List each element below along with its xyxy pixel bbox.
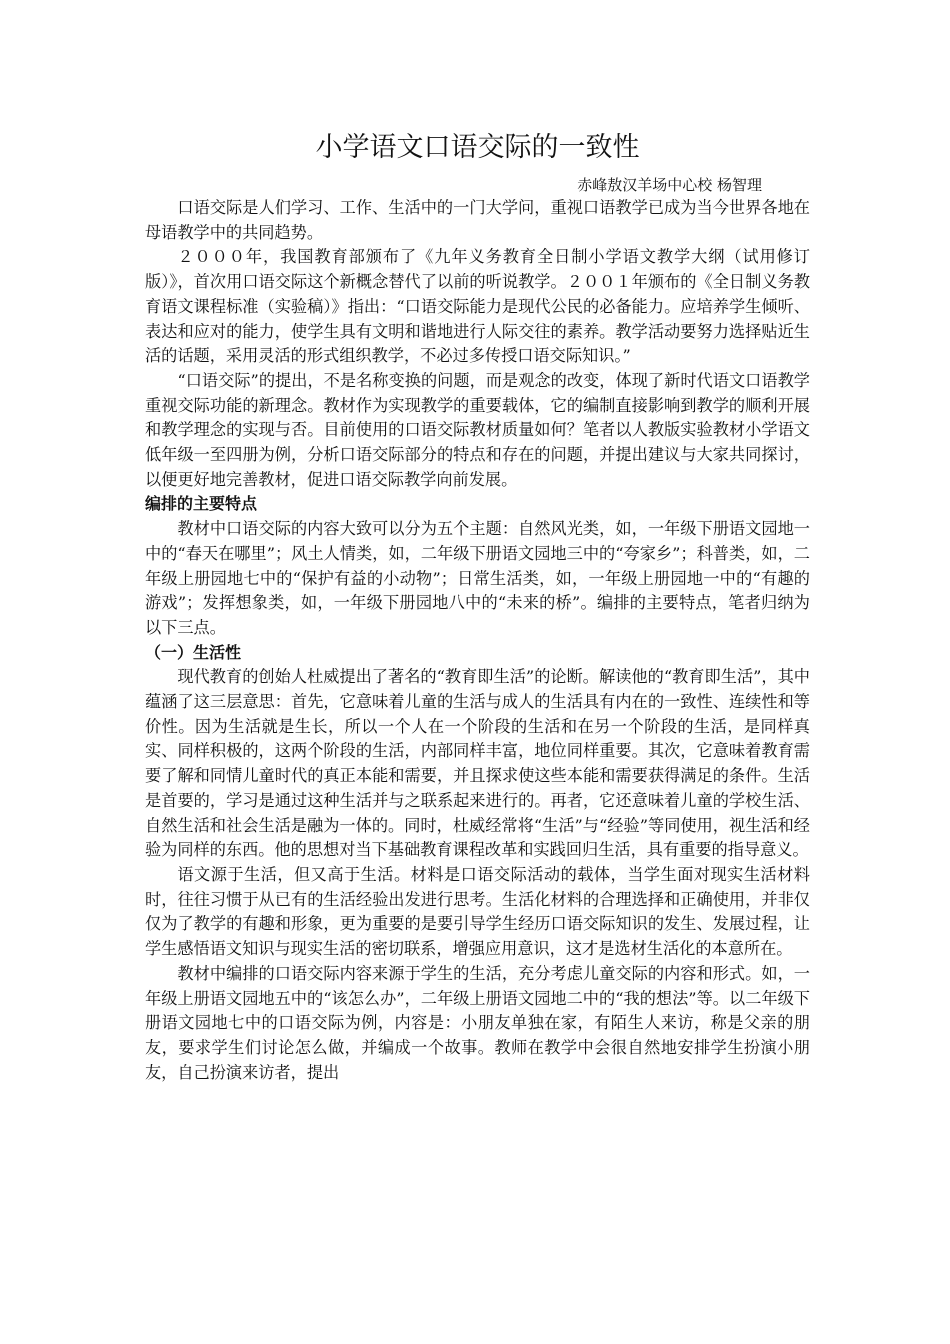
paragraph-concept: “口语交际”的提出，不是名称变换的问题，而是观念的改变，体现了新时代语文口语教学重视交际功能的新理念。教材作为实现教学的重要载体，它的编制直接影响到教学的顺利开展和教学理念的实现与否。目前使用的口语交际教材质量如何？笔者以人教版实验教材小学语文低年级一至四册为例，分析口语交际部分的特点和存在的问题，并提出建议与大家共同探讨，以便更好地完善教材，促进口语交际教学向前发展。 xyxy=(145,370,810,489)
paragraph-examples: 教材中编排的口语交际内容来源于学生的生活，充分考虑儿童交际的内容和形式。如，一年级上册语文园地五中的“该怎么办”，二年级上册语文园地二中的“我的想法”等。以二年级下册语文园地七中的口语交际为例，内容是：小朋友单独在家，有陌生人来访，称是父亲的朋友，要求学生们讨论怎么做，并编成一个故事。教师在教学中会很自然地安排学生扮演小朋友，自己扮演来访者，提出 xyxy=(145,963,810,1082)
page-title: 小学语文口语交际的一致性 xyxy=(315,132,640,163)
subsection-heading: （一）生活性 xyxy=(145,642,242,662)
paragraph-curriculum: ２０００年，我国教育部颁布了《九年义务教育全日制小学语文教学大纲（试用修订版）》，首次用口语交际这个新概念替代了以前的听说教学。２００１年颁布的《全日制义务教育语文课程标准（实验稿）》指出：“口语交际能力是现代公民的必备能力。应培养学生倾听、表达和应对的能力，使学生具有文明和谐地进行人际交往的素养。教学活动要努力选择贴近生活的话题，采用灵活的形式组织教学，不必过多传授口语交际知识。” xyxy=(145,247,810,366)
paragraph-features: 教材中口语交际的内容大致可以分为五个主题：自然风光类，如，一年级下册语文园地一中的“春天在哪里”；风土人情类，如，二年级下册语文园地三中的“夸家乡”；科普类，如，二年级上册园地七中的“保护有益的小动物”；日常生活类，如，一年级上册园地一中的“有趣的游戏”；发挥想象类，如，一年级下册园地八中的“未来的桥”。编排的主要特点，笔者归纳为以下三点。 xyxy=(145,519,810,637)
paragraph-dewey: 现代教育的创始人杜威提出了著名的“教育即生活”的论断。解读他的“教育即生活”，其中蕴涵了这三层意思：首先，它意味着儿童的生活与成人的生活具有内在的一致性、连续性和等价性。因为生活就是生长，所以一个人在一个阶段的生活和在另一个阶段的生活，是同样真实、同样积极的，这两个阶段的生活，内部同样丰富，地位同样重要。其次，它意味着教育需要了解和同情儿童时代的真正本能和需要，并且探求使这些本能和需要获得满足的条件。生活是首要的，学习是通过这种生活并与之联系起来进行的。再者，它还意味着儿童的学校生活、自然生活和社会生活是融为一体的。同时，杜威经常将“生活”与“经验”等同使用，视生活和经验为同样的东西。他的思想对当下基础教育课程改革和实践回归生活，具有重要的指导意义。 xyxy=(145,667,810,860)
paragraph-intro: 口语交际是人们学习、工作、生活中的一门大学问，重视口语教学已成为当今世界各地在母语教学中的共同趋势。 xyxy=(145,198,810,242)
paragraph-materials: 语文源于生活，但又高于生活。材料是口语交际活动的载体，当学生面对现实生活材料时，往往习惯于从已有的生活经验出发进行思考。生活化材料的合理选择和正确使用，并非仅仅为了教学的有趣和形象，更为重要的是要引导学生经历口语交际知识的发生、发展过程，让学生感悟语文知识与现实生活的密切联系，增强应用意识，这才是选材生活化的本意所在。 xyxy=(145,864,810,959)
author-line: 赤峰敖汉羊场中心校 杨智理 xyxy=(577,176,762,194)
document-page xyxy=(145,128,810,1085)
section-heading: 编排的主要特点 xyxy=(145,494,258,514)
